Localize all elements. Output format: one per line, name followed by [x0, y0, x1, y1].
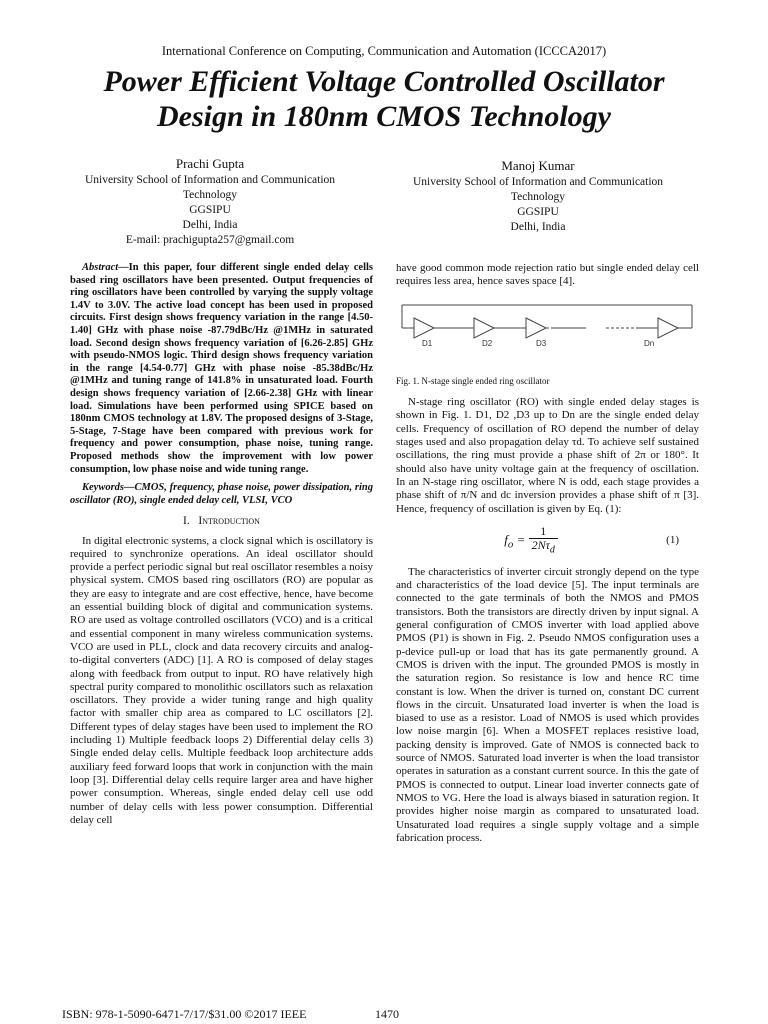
title-line-1: Power Efficient Voltage Controlled Oscillator: [103, 65, 665, 98]
author-affiliation: University School of Information and Communication: [84, 174, 336, 186]
author-name: Prachi Gupta: [175, 156, 245, 171]
author-affiliation: Technology: [510, 191, 566, 203]
figure-caption: Fig. 1. N-stage single ended ring oscillator: [396, 375, 550, 386]
delay-cell-2: [474, 318, 494, 338]
keywords: [70, 482, 373, 507]
delay-cell-n: [658, 318, 678, 338]
eq-lhs-sub: o: [507, 538, 514, 551]
footer-isbn: ISBN: 978-1-5090-6471-7/17/$31.00 ©2017 IEEE: [62, 1007, 307, 1021]
author-block-2: [388, 158, 688, 235]
abstract-text: —In this paper, four different single ended delay cells based ring oscillators have been presented. Output frequencies of ring oscillators have been controlled by varying the supply voltage 1.4V to 3.0V. The active load concept has been used in proposed circuits. First design shows frequency variation in the range [4.50-1.40] GHz with phase noise -87.79dBc/Hz @1MHz in saturated load. Second design shows frequency variation of [6.26-2.85] GHz with pseudo-NMOS logic. Third design shows frequency variation in the range [4.54-0.77] GHz with phase noise -85.38dBc/Hz @1MHz and tuning range of 141.8% in unsaturated load. Fourth design shows frequency variation of [2.66-2.38] GHz with linear load. Simulations have been performed using SPICE based on 180nm CMOS technology at 1.8V. The proposed designs of 3-Stage, 5-Stage, 7-Stage have been compared with previous work for frequency and power consumption, phase noise, tuning range. Proposed methods show the improvement with low power consumption, low phase noise and wide tuning range.: [70, 262, 373, 475]
intro-paragraph: In digital electronic systems, a clock signal which is oscillatory is required to synchronize operations. An ideal oscillator should provide a perfect periodic signal but real oscillator resembles a noisy physical system. CMOS based ring oscillators (RO) are popular as they are easy to integrate and are cost effective, hence, have become an essential building block of digital and communication systems. RO are used as voltage controlled oscillators (VCO) and is a critical and essential component in many wireless communication systems. VCO are used in PLL, clock and data recovery circuits and analog-to-digital converters (ADC) [1]. A RO is composed of delay stages along with feedback from output to input. RO have relatively high spectral purity compared to monolithic oscillators such as relaxation oscillators. They provide a wider tuning range and high quality factor with smaller chip area as compared to LC oscillators [2]. Different types of delay stages have been used to implement the RO including 1) Multiple feedback loops 2) Differential delay cells 3) Single ended delay cells. Multiple feedback loop architecture adds auxiliary feed forward loops that work in conjunction with the main loop [3]. Differential delay cells require larger area and have higher power consumption. Whereas, single ended delay cell use odd number of delay cells with less power consumption. Differential delay cell: [70, 534, 374, 826]
eq-lhs: f: [504, 531, 508, 547]
author-organization: GGSIPU: [189, 204, 231, 216]
author-block-1: [60, 156, 360, 248]
author-city: Delhi, India: [182, 219, 238, 231]
section-heading: [70, 515, 373, 528]
cell-label: D2: [482, 338, 493, 348]
eq-numerator: 1: [529, 525, 558, 539]
left-column: [70, 262, 373, 833]
author-email: E-mail: prachigupta257@gmail.com: [125, 234, 295, 246]
ring-oscillator-figure: [396, 295, 699, 369]
author-city: Delhi, India: [510, 221, 566, 233]
keywords-label: Keywords: [82, 482, 124, 494]
cell-label: D3: [536, 338, 547, 348]
cell-label: Dn: [644, 338, 655, 348]
cell-label: D1: [422, 338, 433, 348]
title-line-2: Design in 180nm CMOS Technology: [157, 100, 611, 133]
section-title: Introduction: [198, 515, 260, 528]
right-column: [396, 262, 699, 851]
eq-den-main: 2Nτ: [531, 538, 550, 553]
equation-1: [396, 522, 699, 560]
abstract-label: Abstract: [82, 262, 119, 273]
inverter-paragraph: The characteristics of inverter circuit strongly depend on the type and characteristics of the load device [5]. The input terminals are connected to the gate terminals of both the NMOS and PMOS transistors. Both the transistors are directly driven by input signal. A general configuration of CMOS inverter with load applied above PMOS (P1) is shown in Fig. 2. Pseudo NMOS configuration uses a p-device pull-up or load that has its gate permanently ground. A CMOS is driven with the input. The grounded PMOS is mostly in the saturation region. So resistance is low and hence RC time constant is low. When the driver is turned on, constant DC current flows in the circuit. Unsaturated load inverter is when the load is biased to use as a resistor. Load of NMOS is used which provides low noise margin [6]. When a MOSFET replaces resistive load, packing density is improved. Gate of NMOS is connected back to source of NMOS. Saturated load inverter is when the load transistor operates in saturation as a constant current source. In this the gate of PMOS is connected to output. Linear load inverter connects gate of NMOS to VG. Here the load is always biased in saturation region. It provides higher noise margin as compared to unsaturated load. Unsaturated load requires a single supply voltage and a simple fabrication process.: [396, 565, 699, 844]
section-number: I.: [183, 515, 190, 528]
conference-header: International Conference on Computing, Communication and Automation (ICCCA2017): [161, 44, 607, 58]
paper-title: [40, 64, 728, 134]
author-organization: GGSIPU: [517, 206, 559, 218]
author-affiliation: Technology: [182, 189, 238, 201]
equation-expression: $f_o$ = $\frac{1}{2N\tau_d}$: [396, 525, 666, 557]
delay-cell-3: [526, 318, 546, 338]
right-top-paragraph: have good common mode rejection ratio but single ended delay cell requires less area, hence saves space [4].: [396, 262, 699, 288]
author-name: Manoj Kumar: [501, 158, 575, 173]
ro-paragraph: N-stage ring oscillator (RO) with single ended delay stages is shown in Fig. 1. D1, D2 ,D3 up to Dn are the single ended delay cells. Frequency of oscillation of RO depend the number of delay stages used and also propagation delay τd. To achieve self sustained oscillations, the ring must provide a phase shift of 2π or 180°. It should also have unity voltage gain at the frequency of oscillation. In an N-stage ring oscillator, where N is odd, each stage provides a phase shift of π/N and dc inversion provides a phase shift of π [3]. Hence, frequency of oscillation is given by Eq. (1):: [396, 396, 699, 515]
keywords-text: —CMOS, frequency, phase noise, power dissipation, ring oscillator (RO), single ended delay cell, VLSI, VCO: [70, 482, 373, 506]
eq-den-sub: d: [549, 544, 555, 556]
delay-cell-1: [414, 318, 434, 338]
eq-denominator: [529, 539, 558, 557]
abstract: [70, 262, 373, 476]
equation-number: (1): [666, 534, 679, 547]
author-affiliation: University School of Information and Communication: [412, 176, 664, 188]
page-number: 1470: [375, 1007, 399, 1021]
eq-fraction: [529, 525, 558, 557]
